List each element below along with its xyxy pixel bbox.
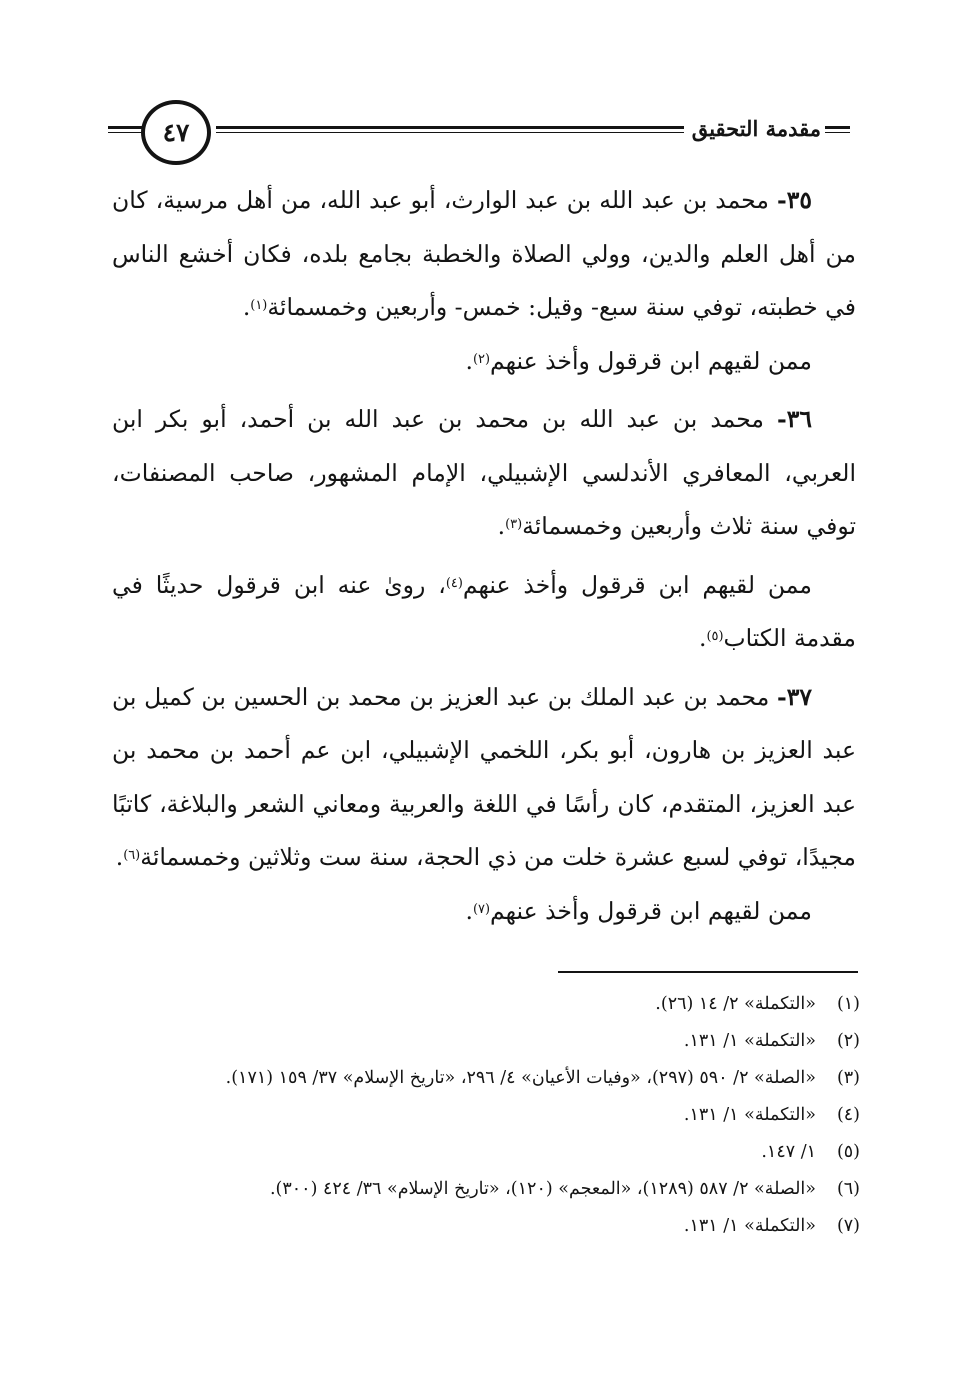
footnote-6 [112, 1171, 860, 1208]
page-number: ٤٧ [141, 100, 211, 165]
punctuation: . [698, 624, 707, 652]
punctuation: . [465, 346, 473, 375]
footnote-number: (٢) [836, 1031, 860, 1051]
entry-text: محمد بن عبد الله بن عبد الوارث، أبو عبد الله، من أهل مرسية، كان من أهل العلم والدين، وولي الصلاة والخطبة بجامع بلده، فكان أخشع الناس في خطبته، توفي سنة سبع- وقيل: خمس- وأربعين وخمسمائة [112, 186, 856, 321]
footnote-number: (٦) [836, 1179, 860, 1199]
header-rule-left [108, 126, 142, 129]
footnote-text: «التكملة» ٢/ ١٤ (٢٦). [655, 994, 816, 1014]
footnote-text: «التكملة» ١/ ١٣١. [683, 1031, 816, 1051]
footnote-ref[interactable]: (٥) [706, 629, 724, 644]
entry-36 [112, 393, 856, 554]
footnote-7 [112, 1208, 860, 1245]
entry-number: ٣٧- [776, 682, 812, 711]
entry-text: محمد بن عبد الملك بن عبد العزيز بن محمد بن الحسين بن كميل بن عبد العزيز بن هارون، أبو بكر، اللخمي الإشبيلي، ابن عم أحمد بن محمد بن عبد العزيز، المتقدم، كان رأسًا في اللغة والعربية ومعاني الشعر والبلاغة، كاتبًا مجيدًا، توفي لسبع عشرة خلت من ذي الحجة، سنة ست وثلاثين وخمسمائة [112, 682, 856, 871]
footnote-text: «الصلة» ٢/ ٥٨٧ (١٢٨٩)، «المعجم» (١٢٠)، «تاريخ الإسلام» ٣٦/ ٤٢٤ (٣٠٠). [269, 1179, 816, 1199]
footnote-text: «التكملة» ١/ ١٣١. [683, 1216, 816, 1236]
footnote-text: «التكملة» ١/ ١٣١. [683, 1105, 816, 1125]
entry-35-teachers [112, 335, 856, 389]
header-title: مقدمة التحقيق [691, 116, 821, 141]
header-rule-right-thin [216, 132, 684, 133]
header-rule-right [216, 126, 684, 129]
header-rule-end-thin [825, 132, 850, 133]
footnote-3 [112, 1060, 860, 1097]
footnote-number: (١) [836, 994, 860, 1014]
entry-37 [112, 671, 856, 885]
main-text [112, 174, 856, 938]
entry-text: ، روىٰ عنه ابن قرقول حديثًا في مقدمة الكتاب [112, 570, 856, 652]
entry-text: محمد بن عبد الله بن محمد بن عبد الله بن أحمد، أبو بكر ابن العربي، المعافري الأندلسي الإشبيلي، الإمام المشهور، صاحب المصنفات، توفي سنة ثلاث وأربعين وخمسمائة [112, 405, 856, 540]
punctuation: . [115, 843, 124, 871]
punctuation: . [497, 512, 506, 540]
entry-number: ٣٦- [776, 405, 812, 433]
entry-number: ٣٥- [776, 186, 812, 214]
entry-35 [112, 174, 856, 335]
footnote-2 [112, 1023, 860, 1060]
footnote-number: (٣) [836, 1068, 860, 1088]
footnote-number: (٧) [836, 1216, 860, 1236]
header-rule-left-thin [108, 132, 142, 133]
footnote-ref[interactable]: (٢) [473, 351, 491, 367]
footnote-text: «الصلة» ٢/ ٥٩٠ (٢٩٧)، «وفيات الأعيان» ٤/ ٢٩٦، «تاريخ الإسلام» ٣٧/ ١٥٩ (١٧١). [225, 1068, 816, 1088]
footnote-1 [112, 986, 860, 1023]
footnote-ref[interactable]: (٣) [505, 517, 523, 532]
footnote-ref[interactable]: (١) [250, 298, 268, 313]
footnote-number: (٤) [836, 1105, 860, 1125]
entry-37-teachers [112, 885, 856, 939]
punctuation: . [242, 293, 251, 321]
footnotes [112, 986, 860, 1245]
entry-36-teachers [112, 559, 856, 666]
footnote-5 [112, 1134, 860, 1171]
header-rule-end [825, 126, 850, 129]
footnote-ref[interactable]: (٧) [473, 901, 491, 917]
footnote-ref[interactable]: (٤) [445, 575, 463, 591]
entry-text: ممن لقيهم ابن قرقول وأخذ عنهم [462, 570, 812, 599]
entry-text: ممن لقيهم ابن قرقول وأخذ عنهم [490, 346, 812, 375]
footnote-ref[interactable]: (٦) [123, 848, 141, 863]
footnote-number: (٥) [836, 1142, 860, 1162]
footnote-separator [558, 971, 858, 973]
running-header [108, 96, 850, 164]
footnote-4 [112, 1097, 860, 1134]
entry-text: ممن لقيهم ابن قرقول وأخذ عنهم [490, 896, 812, 925]
footnote-text: ١/ ١٤٧. [761, 1142, 816, 1162]
punctuation: . [465, 896, 473, 925]
